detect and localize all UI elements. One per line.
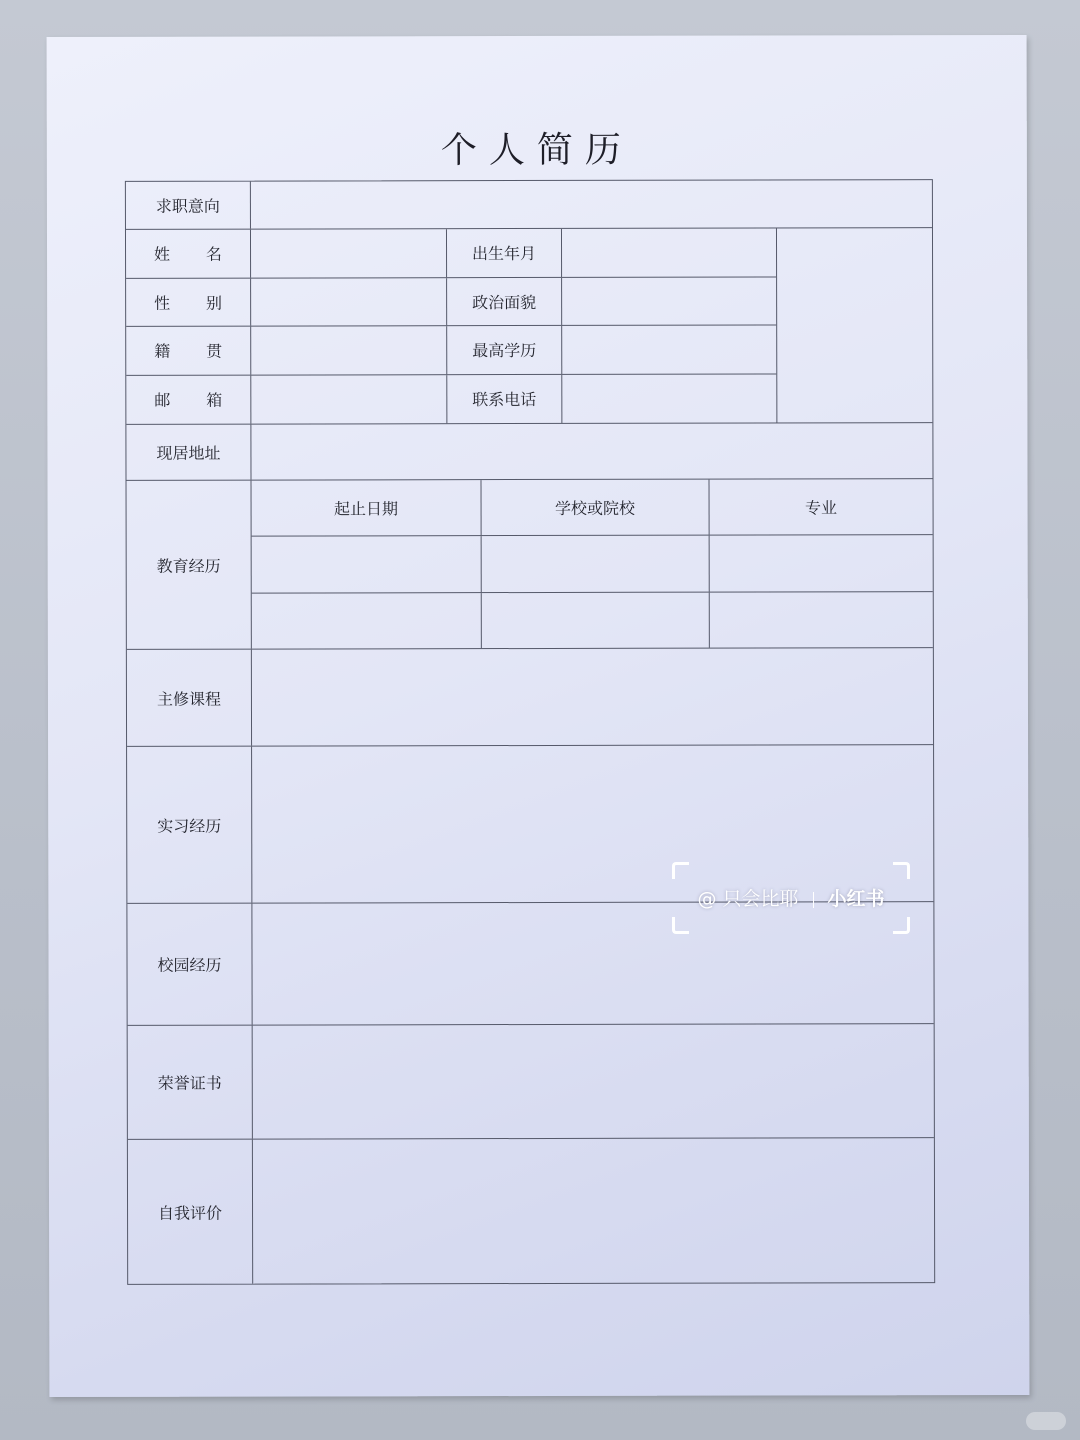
- email-label-char-2: 箱: [206, 390, 223, 410]
- courses-row: [127, 648, 933, 747]
- hometown-row: [126, 326, 776, 376]
- email-label-char-1: 邮: [154, 391, 171, 411]
- photo-box[interactable]: [777, 228, 932, 422]
- name-field[interactable]: [251, 229, 447, 277]
- name-row: [126, 229, 776, 279]
- job-intention-row: [126, 180, 932, 230]
- address-label: 现居地址: [126, 425, 251, 480]
- education-school-field[interactable]: [482, 536, 710, 592]
- basic-info-block: [126, 228, 932, 425]
- hometown-label: [126, 327, 251, 375]
- email-label: [126, 375, 251, 424]
- education-block: [127, 479, 933, 650]
- phone-label: 联系电话: [447, 374, 563, 423]
- education-dates-field[interactable]: [252, 536, 482, 592]
- education-header-row: [252, 479, 933, 537]
- address-field[interactable]: [251, 423, 932, 479]
- watermark-handle: @ 只会比耶: [697, 888, 799, 910]
- job-intention-label: 求职意向: [126, 182, 251, 229]
- education-label: 教育经历: [127, 481, 252, 649]
- education-header-school: 学校或院校: [482, 480, 710, 536]
- watermark: [672, 862, 910, 934]
- email-row: [126, 374, 776, 424]
- education-header-dates: 起止日期: [252, 480, 482, 536]
- corner-bracket-icon: [893, 917, 910, 934]
- watermark-brand: 小红书: [827, 888, 885, 910]
- name-label-char-2: 名: [205, 244, 222, 264]
- hometown-field[interactable]: [251, 326, 447, 374]
- honors-field[interactable]: [253, 1024, 934, 1138]
- phone-field[interactable]: [563, 374, 777, 423]
- gender-label-char-2: 别: [205, 293, 223, 313]
- gender-field[interactable]: [251, 278, 447, 326]
- self-evaluation-label: 自我评价: [128, 1140, 253, 1284]
- politics-field[interactable]: [562, 277, 776, 325]
- watermark-text: [672, 884, 910, 911]
- education-row: [252, 592, 933, 649]
- corner-badge: [1026, 1412, 1066, 1430]
- education-dates-field[interactable]: [252, 593, 482, 649]
- job-intention-field[interactable]: [251, 180, 932, 228]
- watermark-divider: [813, 892, 814, 908]
- page-title: 个人简历: [440, 129, 633, 172]
- email-field[interactable]: [251, 375, 447, 424]
- address-row: [126, 423, 932, 481]
- education-level-field[interactable]: [563, 326, 777, 374]
- self-evaluation-row: [128, 1138, 934, 1284]
- corner-bracket-icon: [672, 862, 689, 879]
- self-evaluation-field[interactable]: [253, 1138, 934, 1283]
- education-table: [252, 479, 933, 648]
- corner-bracket-icon: [893, 862, 910, 879]
- politics-label: 政治面貌: [447, 277, 563, 325]
- resume-form: [125, 179, 935, 1285]
- gender-label: [126, 278, 251, 326]
- hometown-label-char-2: 贯: [206, 341, 223, 361]
- internship-label: 实习经历: [127, 747, 252, 903]
- education-row: [252, 536, 933, 594]
- hometown-label-char-1: 籍: [154, 342, 171, 362]
- education-header-major: 专业: [805, 498, 838, 518]
- courses-label: 主修课程: [127, 650, 252, 746]
- education-level-label: 最高学历: [447, 326, 563, 374]
- education-school-field[interactable]: [482, 592, 710, 648]
- birth-field[interactable]: [562, 229, 776, 277]
- education-major-field[interactable]: [710, 536, 933, 592]
- gender-row: [126, 277, 776, 327]
- birth-label: 出生年月: [447, 229, 563, 277]
- honors-label: 荣誉证书: [128, 1026, 253, 1139]
- gender-label-char-1: 性: [154, 293, 171, 313]
- corner-bracket-icon: [672, 917, 689, 934]
- resume-paper: [47, 35, 1030, 1397]
- courses-field[interactable]: [252, 648, 933, 745]
- name-label-char-1: 姓: [154, 245, 171, 265]
- name-label: [126, 230, 251, 278]
- honors-row: [128, 1024, 934, 1140]
- campus-label: 校园经历: [127, 904, 252, 1025]
- education-major-field[interactable]: [710, 592, 933, 648]
